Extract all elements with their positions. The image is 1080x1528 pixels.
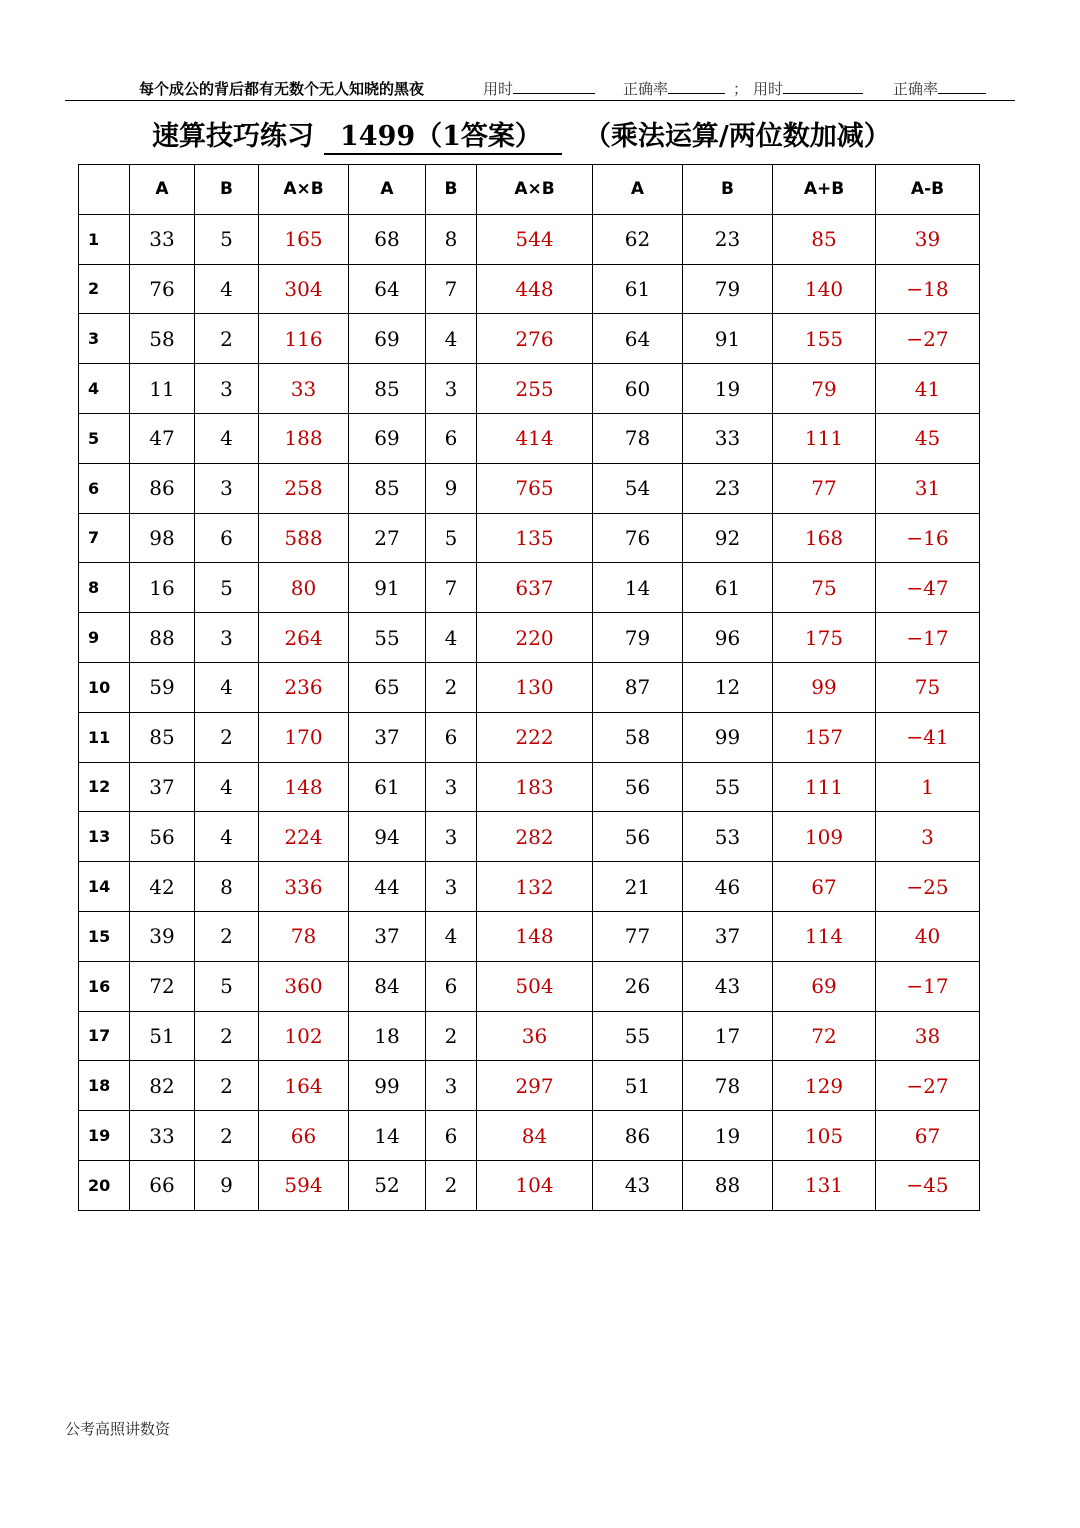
row-number: 16 — [79, 961, 130, 1011]
answer-cell: 85 — [773, 214, 876, 264]
operand-cell: 3 — [195, 613, 259, 663]
answer-cell: 80 — [259, 563, 349, 613]
row-number: 12 — [79, 762, 130, 812]
column-header: A — [130, 165, 195, 215]
answer-cell: 79 — [773, 364, 876, 414]
operand-cell: 27 — [349, 513, 426, 563]
operand-cell: 2 — [195, 712, 259, 762]
operand-cell: 46 — [683, 862, 773, 912]
answer-cell: 224 — [259, 812, 349, 862]
answer-cell: 132 — [477, 862, 593, 912]
row-number: 15 — [79, 911, 130, 961]
row-number: 7 — [79, 513, 130, 563]
operand-cell: 19 — [683, 1111, 773, 1161]
answer-cell: 175 — [773, 613, 876, 663]
operand-cell: 26 — [593, 961, 683, 1011]
answer-cell: 67 — [876, 1111, 980, 1161]
answer-cell: 99 — [773, 662, 876, 712]
operand-cell: 2 — [426, 662, 477, 712]
page-title — [152, 114, 891, 155]
operand-cell: 23 — [683, 214, 773, 264]
operand-cell: 55 — [593, 1011, 683, 1061]
time-blank — [513, 79, 595, 94]
operand-cell: 58 — [593, 712, 683, 762]
operand-cell: 6 — [426, 961, 477, 1011]
operand-cell: 64 — [593, 314, 683, 364]
answer-cell: 168 — [773, 513, 876, 563]
operand-cell: 84 — [349, 961, 426, 1011]
answer-cell: 188 — [259, 413, 349, 463]
operand-cell: 64 — [349, 264, 426, 314]
page-header — [65, 76, 1015, 101]
answer-cell: −45 — [876, 1160, 980, 1210]
operand-cell: 39 — [130, 911, 195, 961]
answer-cell: 111 — [773, 762, 876, 812]
operand-cell: 21 — [593, 862, 683, 912]
table-row — [79, 911, 980, 961]
table-row — [79, 214, 980, 264]
answer-cell: 40 — [876, 911, 980, 961]
answer-cell: 116 — [259, 314, 349, 364]
operand-cell: 4 — [426, 911, 477, 961]
answer-cell: −27 — [876, 314, 980, 364]
answer-cell: 258 — [259, 463, 349, 513]
operand-cell: 8 — [426, 214, 477, 264]
operand-cell: 58 — [130, 314, 195, 364]
row-number: 3 — [79, 314, 130, 364]
answer-cell: 36 — [477, 1011, 593, 1061]
table-row — [79, 712, 980, 762]
operand-cell: 11 — [130, 364, 195, 414]
operand-cell: 12 — [683, 662, 773, 712]
operand-cell: 53 — [683, 812, 773, 862]
answer-cell: 148 — [477, 911, 593, 961]
motto: 每个成公的背后都有无数个无人知晓的黑夜 — [139, 80, 425, 98]
operand-cell: 2 — [426, 1160, 477, 1210]
answer-cell: 105 — [773, 1111, 876, 1161]
operand-cell: 33 — [130, 214, 195, 264]
operand-cell: 6 — [195, 513, 259, 563]
answer-cell: 222 — [477, 712, 593, 762]
answer-cell: 276 — [477, 314, 593, 364]
operand-cell: 69 — [349, 314, 426, 364]
operand-cell: 42 — [130, 862, 195, 912]
table-row — [79, 264, 980, 314]
row-number: 4 — [79, 364, 130, 414]
operand-cell: 99 — [349, 1061, 426, 1111]
operand-cell: 85 — [349, 463, 426, 513]
row-number: 17 — [79, 1011, 130, 1061]
answer-cell: 67 — [773, 862, 876, 912]
table-header-row — [79, 165, 980, 215]
answer-cell: −16 — [876, 513, 980, 563]
operand-cell: 4 — [426, 613, 477, 663]
answer-cell: 45 — [876, 413, 980, 463]
operand-cell: 7 — [426, 264, 477, 314]
operand-cell: 18 — [349, 1011, 426, 1061]
answer-cell: 588 — [259, 513, 349, 563]
operand-cell: 3 — [426, 1061, 477, 1111]
answer-cell: 130 — [477, 662, 593, 712]
answer-cell: −18 — [876, 264, 980, 314]
column-header — [79, 165, 130, 215]
operand-cell: 72 — [130, 961, 195, 1011]
operand-cell: 98 — [130, 513, 195, 563]
column-header: B — [426, 165, 477, 215]
table-row — [79, 613, 980, 663]
answer-cell: 84 — [477, 1111, 593, 1161]
operand-cell: 52 — [349, 1160, 426, 1210]
table-row — [79, 463, 980, 513]
operand-cell: 51 — [593, 1061, 683, 1111]
table-row — [79, 1111, 980, 1161]
answer-cell: 236 — [259, 662, 349, 712]
operand-cell: 9 — [195, 1160, 259, 1210]
row-number: 2 — [79, 264, 130, 314]
operand-cell: 78 — [683, 1061, 773, 1111]
answer-cell: 131 — [773, 1160, 876, 1210]
accuracy-field-1 — [623, 78, 725, 99]
time-field-1 — [483, 78, 595, 99]
operand-cell: 4 — [195, 762, 259, 812]
column-header: A+B — [773, 165, 876, 215]
answer-cell: 77 — [773, 463, 876, 513]
row-number: 5 — [79, 413, 130, 463]
operand-cell: 77 — [593, 911, 683, 961]
operand-cell: 43 — [593, 1160, 683, 1210]
answer-cell: 264 — [259, 613, 349, 663]
operand-cell: 94 — [349, 812, 426, 862]
operand-cell: 91 — [683, 314, 773, 364]
operand-cell: 54 — [593, 463, 683, 513]
operand-cell: 4 — [195, 812, 259, 862]
operand-cell: 85 — [130, 712, 195, 762]
operand-cell: 60 — [593, 364, 683, 414]
answer-table — [78, 164, 980, 1211]
operand-cell: 6 — [426, 712, 477, 762]
answer-cell: 33 — [259, 364, 349, 414]
operand-cell: 61 — [683, 563, 773, 613]
operand-cell: 76 — [130, 264, 195, 314]
operand-cell: 23 — [683, 463, 773, 513]
answer-cell: 135 — [477, 513, 593, 563]
column-header: A×B — [259, 165, 349, 215]
operand-cell: 3 — [426, 762, 477, 812]
table-row — [79, 1061, 980, 1111]
row-number: 11 — [79, 712, 130, 762]
operand-cell: 8 — [195, 862, 259, 912]
answer-cell: 104 — [477, 1160, 593, 1210]
operand-cell: 61 — [593, 264, 683, 314]
operand-cell: 4 — [195, 662, 259, 712]
operand-cell: 82 — [130, 1061, 195, 1111]
table-row — [79, 563, 980, 613]
column-header: A×B — [477, 165, 593, 215]
answer-cell: 3 — [876, 812, 980, 862]
answer-cell: 75 — [876, 662, 980, 712]
operand-cell: 5 — [195, 961, 259, 1011]
row-number: 9 — [79, 613, 130, 663]
operand-cell: 2 — [195, 911, 259, 961]
operand-cell: 3 — [426, 364, 477, 414]
operand-cell: 87 — [593, 662, 683, 712]
column-header: B — [683, 165, 773, 215]
operand-cell: 85 — [349, 364, 426, 414]
answer-cell: 765 — [477, 463, 593, 513]
operand-cell: 2 — [195, 1061, 259, 1111]
accuracy-blank — [938, 79, 986, 94]
operand-cell: 68 — [349, 214, 426, 264]
operand-cell: 91 — [349, 563, 426, 613]
operand-cell: 44 — [349, 862, 426, 912]
operand-cell: 7 — [426, 563, 477, 613]
answer-cell: 31 — [876, 463, 980, 513]
answer-cell: 170 — [259, 712, 349, 762]
operand-cell: 88 — [683, 1160, 773, 1210]
operand-cell: 86 — [130, 463, 195, 513]
operand-cell: 2 — [195, 1011, 259, 1061]
row-number: 6 — [79, 463, 130, 513]
accuracy-label: 正确率 — [623, 80, 669, 98]
table-row — [79, 812, 980, 862]
table-row — [79, 762, 980, 812]
table-row — [79, 862, 980, 912]
operand-cell: 92 — [683, 513, 773, 563]
table-row — [79, 662, 980, 712]
answer-cell: 140 — [773, 264, 876, 314]
operand-cell: 37 — [683, 911, 773, 961]
answer-cell: 165 — [259, 214, 349, 264]
table-row — [79, 1160, 980, 1210]
operand-cell: 19 — [683, 364, 773, 414]
operand-cell: 43 — [683, 961, 773, 1011]
answer-cell: 155 — [773, 314, 876, 364]
answer-cell: 297 — [477, 1061, 593, 1111]
answer-cell: 360 — [259, 961, 349, 1011]
operand-cell: 33 — [130, 1111, 195, 1161]
table-body — [79, 214, 980, 1210]
table-row — [79, 364, 980, 414]
answer-cell: 69 — [773, 961, 876, 1011]
operand-cell: 16 — [130, 563, 195, 613]
answer-cell: 304 — [259, 264, 349, 314]
title-subtitle: （乘法运算/两位数加减） — [583, 121, 891, 152]
operand-cell: 3 — [195, 463, 259, 513]
answer-cell: 1 — [876, 762, 980, 812]
operand-cell: 14 — [593, 563, 683, 613]
answer-cell: 66 — [259, 1111, 349, 1161]
row-number: 13 — [79, 812, 130, 862]
operand-cell: 56 — [593, 812, 683, 862]
answer-cell: −47 — [876, 563, 980, 613]
operand-cell: 4 — [195, 413, 259, 463]
operand-cell: 62 — [593, 214, 683, 264]
title-number: 1499（1答案） — [324, 114, 562, 155]
column-header: A-B — [876, 165, 980, 215]
time-label: 用时 — [753, 80, 784, 98]
answer-cell: 39 — [876, 214, 980, 264]
answer-cell: 183 — [477, 762, 593, 812]
answer-cell: 72 — [773, 1011, 876, 1061]
operand-cell: 2 — [195, 314, 259, 364]
answer-cell: 109 — [773, 812, 876, 862]
time-field-2 — [753, 78, 863, 99]
operand-cell: 3 — [426, 812, 477, 862]
operand-cell: 55 — [349, 613, 426, 663]
row-number: 20 — [79, 1160, 130, 1210]
operand-cell: 17 — [683, 1011, 773, 1061]
operand-cell: 65 — [349, 662, 426, 712]
separator: ； — [733, 80, 749, 98]
operand-cell: 9 — [426, 463, 477, 513]
time-label: 用时 — [483, 80, 514, 98]
answer-cell: 38 — [876, 1011, 980, 1061]
operand-cell: 33 — [683, 413, 773, 463]
accuracy-field-2 — [893, 78, 986, 99]
operand-cell: 5 — [195, 214, 259, 264]
operand-cell: 66 — [130, 1160, 195, 1210]
answer-cell: 164 — [259, 1061, 349, 1111]
answer-cell: 157 — [773, 712, 876, 762]
answer-cell: 594 — [259, 1160, 349, 1210]
operand-cell: 5 — [426, 513, 477, 563]
answer-cell: 255 — [477, 364, 593, 414]
operand-cell: 59 — [130, 662, 195, 712]
operand-cell: 79 — [683, 264, 773, 314]
operand-cell: 2 — [195, 1111, 259, 1161]
answer-cell: 148 — [259, 762, 349, 812]
operand-cell: 61 — [349, 762, 426, 812]
table-row — [79, 314, 980, 364]
table-row — [79, 961, 980, 1011]
operand-cell: 99 — [683, 712, 773, 762]
title-main: 速算技巧练习 — [152, 121, 314, 152]
column-header: A — [349, 165, 426, 215]
operand-cell: 4 — [195, 264, 259, 314]
operand-cell: 47 — [130, 413, 195, 463]
operand-cell: 88 — [130, 613, 195, 663]
accuracy-blank — [668, 79, 725, 94]
operand-cell: 56 — [593, 762, 683, 812]
answer-cell: 504 — [477, 961, 593, 1011]
row-number: 14 — [79, 862, 130, 912]
answer-cell: 637 — [477, 563, 593, 613]
time-blank — [783, 79, 863, 94]
row-number: 19 — [79, 1111, 130, 1161]
accuracy-label: 正确率 — [893, 80, 939, 98]
operand-cell: 3 — [195, 364, 259, 414]
operand-cell: 96 — [683, 613, 773, 663]
operand-cell: 76 — [593, 513, 683, 563]
answer-cell: 282 — [477, 812, 593, 862]
row-number: 10 — [79, 662, 130, 712]
answer-cell: 75 — [773, 563, 876, 613]
table-row — [79, 413, 980, 463]
operand-cell: 2 — [426, 1011, 477, 1061]
row-number: 1 — [79, 214, 130, 264]
footer-text: 公考高照讲数资 — [65, 1420, 171, 1438]
answer-cell: 414 — [477, 413, 593, 463]
answer-cell: −17 — [876, 961, 980, 1011]
answer-cell: −41 — [876, 712, 980, 762]
operand-cell: 37 — [130, 762, 195, 812]
answer-cell: 78 — [259, 911, 349, 961]
operand-cell: 6 — [426, 1111, 477, 1161]
table-row — [79, 513, 980, 563]
operand-cell: 55 — [683, 762, 773, 812]
table-row — [79, 1011, 980, 1061]
answer-cell: 102 — [259, 1011, 349, 1061]
answer-cell: −27 — [876, 1061, 980, 1111]
operand-cell: 56 — [130, 812, 195, 862]
operand-cell: 37 — [349, 712, 426, 762]
answer-cell: −17 — [876, 613, 980, 663]
answer-cell: 220 — [477, 613, 593, 663]
answer-cell: 129 — [773, 1061, 876, 1111]
answer-cell: 336 — [259, 862, 349, 912]
answer-cell: 544 — [477, 214, 593, 264]
answer-cell: 448 — [477, 264, 593, 314]
operand-cell: 5 — [195, 563, 259, 613]
answer-cell: 111 — [773, 413, 876, 463]
operand-cell: 86 — [593, 1111, 683, 1161]
operand-cell: 4 — [426, 314, 477, 364]
column-header: A — [593, 165, 683, 215]
operand-cell: 6 — [426, 413, 477, 463]
operand-cell: 14 — [349, 1111, 426, 1161]
answer-cell: 114 — [773, 911, 876, 961]
operand-cell: 79 — [593, 613, 683, 663]
column-header: B — [195, 165, 259, 215]
operand-cell: 3 — [426, 862, 477, 912]
operand-cell: 37 — [349, 911, 426, 961]
answer-cell: −25 — [876, 862, 980, 912]
operand-cell: 51 — [130, 1011, 195, 1061]
row-number: 18 — [79, 1061, 130, 1111]
answer-cell: 41 — [876, 364, 980, 414]
operand-cell: 78 — [593, 413, 683, 463]
operand-cell: 69 — [349, 413, 426, 463]
row-number: 8 — [79, 563, 130, 613]
